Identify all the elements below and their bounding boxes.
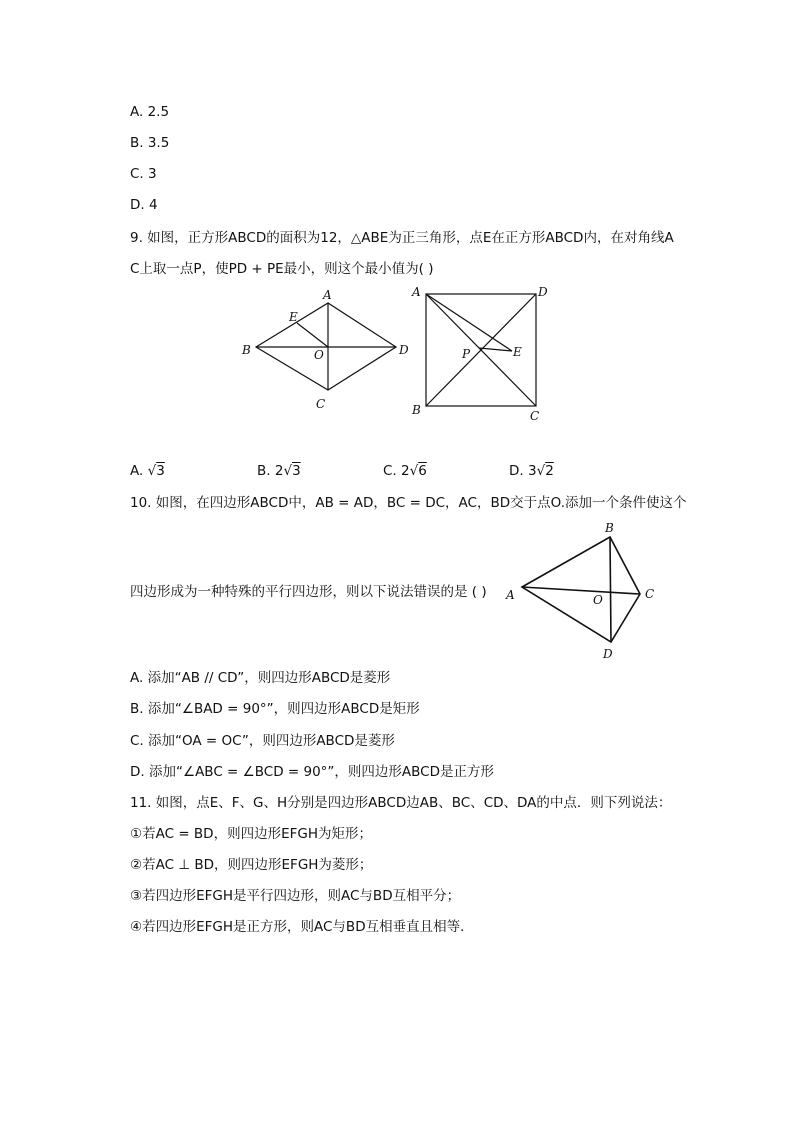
option-coef: 3	[527, 463, 537, 479]
fig2-label-e: E	[513, 345, 522, 359]
fig3-label-d: D	[603, 647, 613, 661]
fig1-label-o: O	[314, 348, 324, 362]
fig2-label-b: B	[412, 403, 421, 417]
option-radicand: 6	[418, 463, 427, 479]
fig3-label-a: A	[506, 588, 515, 602]
fig1-label-b: B	[242, 343, 251, 357]
q10-option-d: D. 添加“∠ABC = ∠BCD = 90°”，则四边形ABCD是正方形	[130, 764, 494, 780]
segment-ae	[426, 294, 512, 351]
option-radicand: 3	[292, 463, 301, 479]
q9-option-c: C. 2√6	[383, 463, 427, 479]
fig1-label-a: A	[323, 288, 332, 302]
q9-stem-line1: 9. 如图，正方形ABCD的面积为12，△ABE为正三角形，点E在正方形ABCD内，在对角线A	[130, 230, 674, 246]
fig2-label-c: C	[530, 409, 540, 423]
q9-option-d: D. 3√2	[509, 463, 554, 479]
q9-option-b: B. 2√3	[257, 463, 301, 479]
fig2-label-a: A	[412, 285, 421, 299]
q8-option-a: A. 2.5	[130, 104, 170, 120]
q11-item-1: ①若AC = BD，则四边形EFGH为矩形；	[130, 826, 372, 842]
q11-stem: 11. 如图，点E、F、G、H分别是四边形ABCD边AB、BC、CD、DA的中点．则下列说法：	[130, 795, 672, 811]
q10-option-b: B. 添加“∠BAD = 90°”，则四边形ABCD是矩形	[130, 701, 420, 717]
option-radicand: 3	[156, 463, 165, 479]
segment-eo	[297, 323, 328, 347]
fig3-label-b: B	[605, 521, 614, 535]
q11-item-3: ③若四边形EFGH是平行四边形，则AC与BD互相平分；	[130, 888, 461, 904]
q10-stem-line2: 四边形成为一种特殊的平行四边形，则以下说法错误的是 ( )	[130, 584, 487, 600]
diagonal-bd	[610, 537, 611, 642]
diagonal-ac	[522, 587, 640, 594]
q9-option-a: A. √3	[130, 463, 165, 479]
kite-outline	[522, 537, 640, 642]
option-letter: B.	[257, 463, 271, 479]
option-radicand: 2	[545, 463, 554, 479]
option-letter: A.	[130, 463, 144, 479]
q9-figure-square	[408, 282, 558, 424]
q9-stem-line2: C上取一点P，使PD + PE最小，则这个最小值为( )	[130, 261, 434, 277]
q8-option-d: D. 4	[130, 197, 158, 213]
q10-option-a: A. 添加“AB // CD”，则四边形ABCD是菱形	[130, 670, 391, 686]
fig3-label-o: O	[593, 593, 603, 607]
q10-stem-line1: 10. 如图，在四边形ABCD中，AB = AD，BC = DC，AC，BD交于点O.添加一个条件使这个	[130, 495, 687, 511]
q10-option-c: C. 添加“OA = OC”，则四边形ABCD是菱形	[130, 733, 395, 749]
fig2-label-d: D	[538, 285, 548, 299]
fig1-label-c: C	[316, 397, 326, 411]
option-coef: 2	[274, 463, 284, 479]
fig1-label-d: D	[399, 343, 409, 357]
option-coef: 2	[401, 463, 410, 479]
q9-figure-rhombus	[238, 286, 418, 411]
q8-option-b: B. 3.5	[130, 135, 170, 151]
fig1-label-e: E	[289, 310, 298, 324]
q10-figure-kite	[500, 517, 670, 662]
q8-option-c: C. 3	[130, 166, 157, 182]
fig2-label-p: P	[462, 347, 471, 361]
segment-pe	[479, 348, 512, 351]
option-letter: D.	[509, 463, 524, 479]
option-letter: C.	[383, 463, 397, 479]
q11-item-4: ④若四边形EFGH是正方形，则AC与BD互相垂直且相等．	[130, 919, 474, 935]
q11-item-2: ②若AC ⊥ BD，则四边形EFGH为菱形；	[130, 857, 373, 873]
fig3-label-c: C	[645, 587, 655, 601]
